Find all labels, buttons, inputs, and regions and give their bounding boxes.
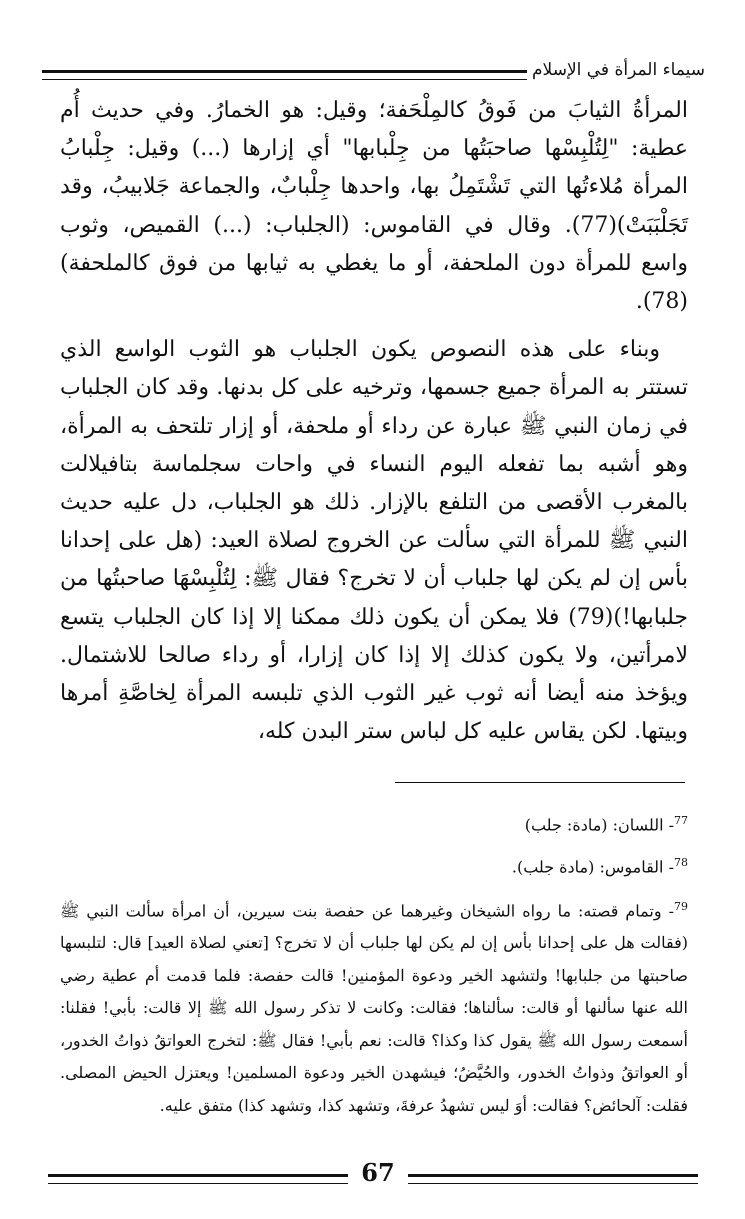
footer-rule-left xyxy=(48,1174,348,1184)
running-header xyxy=(42,58,705,88)
footnote-separator xyxy=(395,782,685,783)
footnote-text: - القاموس: (مادة جلب). xyxy=(511,857,674,877)
page-number: 67 xyxy=(361,1158,395,1187)
paragraph-1: المرأةُ الثيابَ من فَوقُ كالمِلْحَفة؛ وقيل: هو الخمارُ. وفي حديث أُم عطية: "لِتُلْبِسْها صاحبَتُها من جِلْبابها" أي إزارها (...) وقيل: جِلْبابُ المرأة مُلاءتُها التي تَشْتَمِلُ بها، واحدها جِلْبابٌ، والجماعة جَلابيبُ، وقد تَجَلْبَبَتْ)(77). وقال في القاموس: (الجلباب: (...) القميص، وثوب واسع للمرأة دون الملحفة، أو ما يغطي به ثيابها من فوق كالملحفة)(78). xyxy=(60,98,688,315)
header-rule xyxy=(42,70,527,80)
footnote-79 xyxy=(60,891,688,1123)
footnote-77 xyxy=(60,806,688,840)
footnote-text: - وتمام قصته: ما رواه الشيخان وغيرهما عن حفصة بنت سيرين، أن امرأة سألت النبي ﷺ (فقالت هل على إحدانا بأس إن لم يكن لها جلباب أن لا تخرج؟ [تعني لصلاة العيد] قال: لتلبسها صاحبتها من جلبابها! ولتشهد الخير ودعوة المؤمنين! قالت حفصة: فلما قدمت أم عطية رضي الله عنها سألنها أو قالت: سألناها؛ فقالت: وكانت لا تذكر رسول الله ﷺ إلا قالت: بأبي! فقلنا: أسمعت رسول الله ﷺ يقول كذا وكذا؟ قالت: نعم بأبي! فقال ﷺ: لتخرج العواتقُ ذواتُ الخدور، أو العواتقُ وذواتُ الخدور، والحُيَّضُ؛ فيشهدن الخير ودعوة المسلمين! ويعتزل الحيض المصلى. فقلت: آلحائض؟ فقالت: أوَ ليس تشهدُ عرفةَ، وتشهد كذا، وتشهد كذا) متفق عليه. xyxy=(60,900,689,1115)
footnote-text: - اللسان: (مادة: جلب) xyxy=(524,815,674,835)
footnote-number: 77 xyxy=(674,814,688,827)
running-header-title: سيماء المرأة في الإسلام xyxy=(532,60,705,80)
footnote-number: 78 xyxy=(674,856,688,870)
main-text xyxy=(60,92,688,751)
page-footer xyxy=(48,1158,698,1196)
footer-rule-right xyxy=(408,1174,698,1184)
footnotes xyxy=(60,806,688,1130)
footnote-number: 79 xyxy=(674,899,689,913)
footnote-78 xyxy=(60,848,688,882)
paragraph-2: وبناء على هذه النصوص يكون الجلباب هو الثوب الواسع الذي تستتر به المرأة جميع جسمها، وترخيه على كل بدنها. وقد كان الجلباب في زمان النبي ﷺ عبارة عن رداء أو ملحفة، أو إزار تلتحف به المرأة، وهو أشبه بما تفعله اليوم النساء في واحات سجلماسة بتافيلالت بالمغرب الأقصى من التلفع بالإزار. ذلك هو الجلباب، دل عليه حديث النبي ﷺ للمرأة التي سألت عن الخروج لصلاة العيد: (هل على إحدانا بأس إن لم يكن لها جلباب أن لا تخرج؟ فقال ﷺ: لِتُلْبِسْهَا صاحبتُها من جلبابها!)(79) فلا يمكن أن يكون ذلك ممكنا إلا إذا كان الجلباب يتسع لامرأتين، ولا يكون كذلك إلا إذا كان إزارا، أو رداء صالحا للاشتمال. ويؤخذ منه أيضا أنه ثوب غير الثوب الذي تلبسه المرأة لِخاصَّةِ أمرها وبيتها. لكن يقاس عليه كل لباس ستر البدن كله، xyxy=(60,337,688,745)
